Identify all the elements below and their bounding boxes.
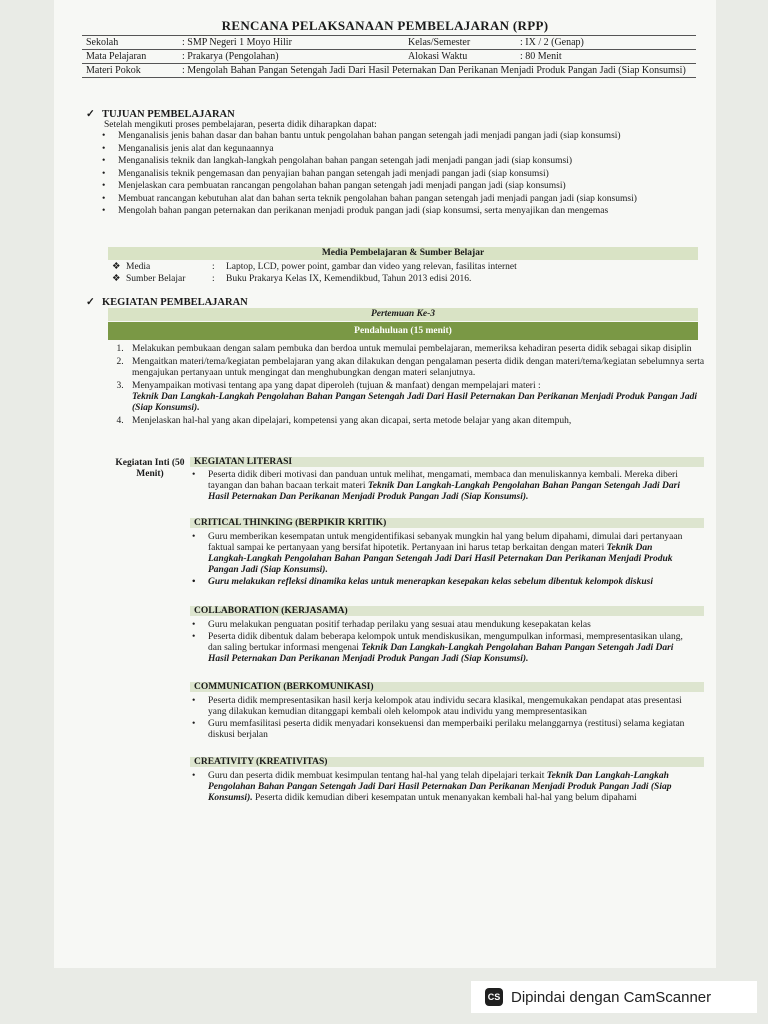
sumber-label: Sumber Belajar xyxy=(126,274,186,284)
media-label: Media xyxy=(126,262,151,272)
collab-block xyxy=(190,620,690,666)
kelas-value: : IX / 2 (Genap) xyxy=(516,36,696,50)
kegiatan-heading xyxy=(86,296,248,308)
page-title: RENCANA PELAKSANAAN PEMBELAJARAN (RPP) xyxy=(221,18,549,33)
list-item: • Peserta didik mempresentasikan hasil kerja kelompok atau individu secara klasikal, mengemukakan pendapat atas presentasi yang dilakukan kemudian ditanggapi kembali oleh kelompok atau individu yang mempresentasikan xyxy=(190,696,690,718)
camscanner-label: Dipindai dengan CamScanner xyxy=(511,988,712,1006)
critical-text: Guru memberikan kesempatan untuk mengidentifikasi sebanyak mungkin hal yang belum dipahami, dimulai dari pertanyaan faktual sampai ke pertanyaan yang bersifat hipotetik. Pertanyaan ini harus tetap berkaitan dengan materi xyxy=(208,532,683,553)
media-value: Laptop, LCD, power point, gambar dan video yang relevan, fasilitas internet xyxy=(226,262,517,272)
comm-heading: COMMUNICATION (BERKOMUNIKASI) xyxy=(190,682,704,692)
check-icon: ✓ xyxy=(86,109,95,120)
comm-block xyxy=(190,696,690,742)
alokasi-value: : 80 Menit xyxy=(516,50,696,64)
list-item xyxy=(190,632,690,665)
list-item xyxy=(190,771,690,804)
literasi-bold: Teknik Dan Langkah-Langkah Pengolahan Bahan Pangan Setengah Jadi Dari Hasil Peternakan Dan Perikanan Menjadi Produk Pangan Jadi (Siap Konsumsi). xyxy=(208,481,681,502)
kegiatan-heading-text: KEGIATAN PEMBELAJARAN xyxy=(102,297,248,308)
sumber-row: ❖ Sumber Belajar : Buku Prakarya Kelas IX, Kemendikbud, Tahun 2013 edisi 2016. xyxy=(112,274,472,284)
list-item: • Mengolah bahan pangan peternakan dan perikanan menjadi produk pangan jadi (siap konsumsi, serta menyajikan dan mengemas xyxy=(100,206,700,218)
creat-block xyxy=(190,771,690,805)
creat-heading: CREATIVITY (KREATIVITAS) xyxy=(190,757,704,767)
materi-value: : Mengolah Bahan Pangan Setengah Jadi Dari Hasil Peternakan Dan Perikanan Menjadi Produk Pangan Jadi (Siap Konsumsi) xyxy=(178,64,696,78)
media-heading: Media Pembelajaran & Sumber Belajar xyxy=(108,247,698,260)
diamond-icon: ❖ xyxy=(112,262,121,272)
list-item: • Menganalisis teknik dan langkah-langkah pengolahan bahan pangan setengah jadi menjadi pangan jadi (siap konsumsi) xyxy=(100,156,700,168)
list-item: 2. Mengaitkan materi/tema/kegiatan pembelajaran yang akan dilakukan dengan pengalaman peserta didik dengan materi/tema/kegiatan sebelumnya serta mengajukan pertanyaan untuk mengingat dan menghubungkan dengan materi selanjutnya. xyxy=(126,357,716,379)
camscanner-watermark xyxy=(471,981,757,1013)
critical-heading: CRITICAL THINKING (BERPIKIR KRITIK) xyxy=(190,518,704,528)
list-item: 4. Menjelaskan hal-hal yang akan dipelajari, kompetensi yang akan dicapai, serta metode belajar yang akan ditempuh, xyxy=(126,416,716,427)
list-item xyxy=(190,470,690,503)
list-item: • Menjelaskan cara pembuatan rancangan pengolahan bahan pangan setengah jadi menjadi pangan jadi (siap konsumsi) xyxy=(100,181,700,193)
tujuan-heading-text: TUJUAN PEMBELAJARAN xyxy=(102,109,235,120)
materi-label: Materi Pokok xyxy=(82,64,178,78)
literasi-heading: KEGIATAN LITERASI xyxy=(190,457,704,467)
intro-item-3-bold: Teknik Dan Langkah-Langkah Pengolahan Bahan Pangan Setengah Jadi Dari Hasil Peternakan Dan Perikanan Menjadi Produk Pangan Jadi (Siap Konsumsi). xyxy=(132,392,697,413)
tujuan-list xyxy=(100,131,700,219)
document-page xyxy=(54,0,716,968)
intro-item-3-text: Menyampaikan motivasi tentang apa yang dapat diperoleh (tujuan & manfaat) dengan mempelajari materi : xyxy=(132,381,541,391)
media-row: ❖ Media : Laptop, LCD, power point, gambar dan video yang relevan, fasilitas internet xyxy=(112,262,517,272)
collab-heading: COLLABORATION (KERJASAMA) xyxy=(190,606,704,616)
creat-bold: Teknik Dan Langkah-Langkah Pengolahan Bahan Pangan Setengah Jadi Dari Hasil Peternakan Dan Perikanan Menjadi Produk Pangan Jadi (Siap Konsumsi). xyxy=(208,771,672,803)
tujuan-heading xyxy=(86,108,235,120)
list-item: • Guru melakukan penguatan positif terhadap perilaku yang sesuai atau mendukung kesepakatan kelas xyxy=(190,620,690,631)
sekolah-value: : SMP Negeri 1 Moyo Hilir xyxy=(178,36,404,50)
camscanner-logo-icon: CS xyxy=(485,988,503,1006)
list-item: • Menganalisis jenis bahan dasar dan bahan bantu untuk pengolahan bahan pangan setengah jadi menjadi pangan jadi (siap konsumsi) xyxy=(100,131,700,143)
list-item: 1. Melakukan pembukaan dengan salam pembuka dan berdoa untuk memulai pembelajaran, memeriksa kehadiran peserta didik sebagai sikap disiplin xyxy=(126,344,716,355)
creat-tail: Peserta didik kemudian diberi kesempatan untuk menanyakan kembali hal-hal yang belum dipahami xyxy=(255,793,637,803)
alokasi-label: Alokasi Waktu xyxy=(404,50,516,64)
mapel-label: Mata Pelajaran xyxy=(82,50,178,64)
pendahuluan-bar: Pendahuluan (15 menit) xyxy=(108,322,698,340)
kegiatan-inti-label: Kegiatan Inti (50 Menit) xyxy=(115,458,185,479)
list-item: • Guru melakukan refleksi dinamika kelas untuk menerapkan kesepakan kelas sebelum dibentuk kelompok diskusi xyxy=(190,577,690,588)
critical-bold: Teknik Dan Langkah-Langkah Pengolahan Bahan Pangan Setengah Jadi Dari Hasil Peternakan Dan Perikanan Menjadi Produk Pangan Jadi (Siap Konsumsi). xyxy=(208,543,673,575)
critical-block xyxy=(190,532,690,589)
collab-bold: Teknik Dan Langkah-Langkah Pengolahan Bahan Pangan Setengah Jadi Dari Hasil Peternakan Dan Perikanan Menjadi Produk Pangan Jadi (Siap Konsumsi). xyxy=(208,643,674,664)
kelas-label: Kelas/Semester xyxy=(404,36,516,50)
collab-text: Peserta didik dibentuk dalam beberapa kelompok untuk mendiskusikan, mengumpulkan informasi, mempresentasikan ulang, dan saling bertukar informasi mengenai xyxy=(208,632,683,653)
list-item xyxy=(190,532,690,576)
creat-text: Guru dan peserta didik membuat kesimpulan tentang hal-hal yang telah dipelajari terkait xyxy=(208,771,545,781)
diamond-icon: ❖ xyxy=(112,274,121,284)
check-icon: ✓ xyxy=(86,297,95,308)
literasi-text: Peserta didik diberi motivasi dan panduan untuk melihat, mengamati, membaca dan menuliskannya kembali. Mereka diberi tayangan dan bahan bacaan terkait materi xyxy=(208,470,678,491)
literasi-block xyxy=(190,470,690,504)
header-table xyxy=(82,35,696,78)
pertemuan-bar: Pertemuan Ke-3 xyxy=(108,308,698,321)
list-item xyxy=(126,381,716,414)
list-item: • Guru memfasilitasi peserta didik menyadari konsekuensi dan memperbaiki perilaku melanggarnya (restitusi) selama kegiatan diskusi berjalan xyxy=(190,719,690,741)
sekolah-label: Sekolah xyxy=(82,36,178,50)
list-item: • Membuat rancangan kebutuhan alat dan bahan serta teknik pengolahan bahan pangan setengah jadi menjadi pangan jadi (siap konsumsi) xyxy=(100,194,700,206)
tujuan-intro: Setelah mengikuti proses pembelajaran, peserta didik diharapkan dapat: xyxy=(104,120,377,130)
mapel-value: : Prakarya (Pengolahan) xyxy=(178,50,404,64)
sumber-value: Buku Prakarya Kelas IX, Kemendikbud, Tahun 2013 edisi 2016. xyxy=(226,274,472,284)
list-item: • Menganalisis jenis alat dan kegunaannya xyxy=(100,144,700,156)
list-item: • Menganalisis teknik pengemasan dan penyajian bahan pangan setengah jadi menjadi pangan jadi (siap konsumsi) xyxy=(100,169,700,181)
pendahuluan-list xyxy=(108,344,716,429)
